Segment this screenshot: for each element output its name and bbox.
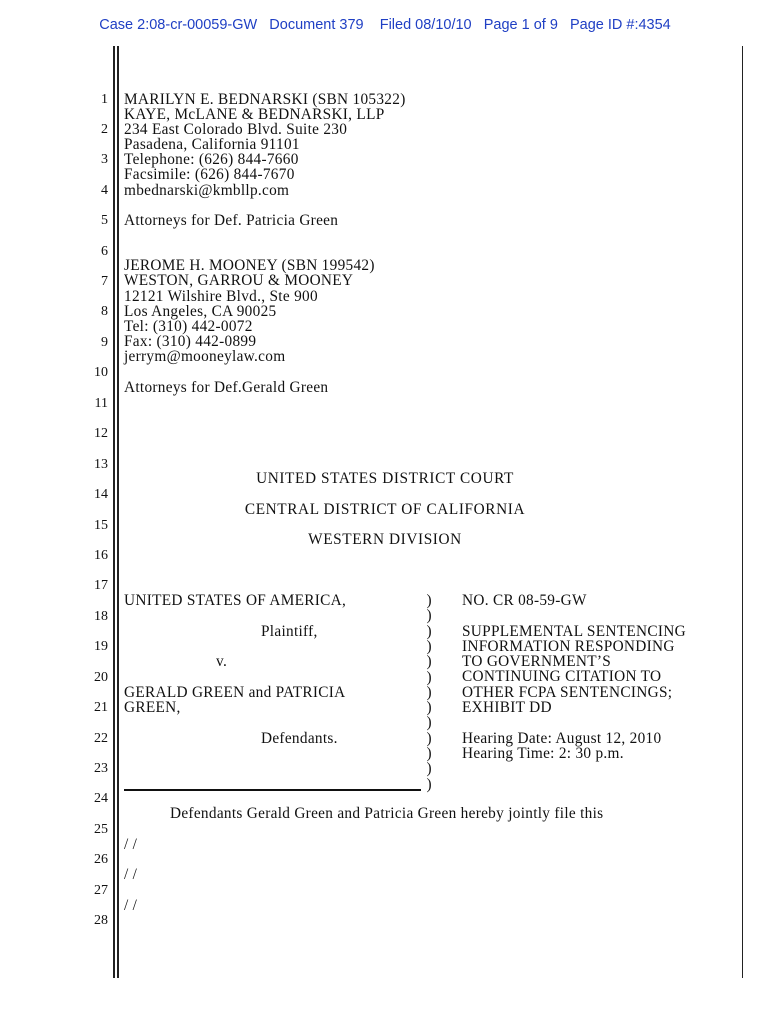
line-number: 26 bbox=[94, 852, 108, 867]
street-address: 12121 Wilshire Blvd., Ste 900 bbox=[124, 288, 318, 305]
doc-title-line1: SUPPLEMENTAL SENTENCING bbox=[462, 623, 686, 640]
line-number: 23 bbox=[94, 761, 108, 776]
line-number: 10 bbox=[94, 365, 108, 380]
facsimile: Fax: (310) 442-0899 bbox=[124, 333, 257, 350]
line-number: 2 bbox=[101, 122, 108, 137]
telephone: Telephone: (626) 844-7660 bbox=[124, 151, 299, 168]
caption-paren: ) bbox=[426, 714, 432, 732]
defendants-name-line2: GREEN, bbox=[124, 699, 181, 716]
attorney-name: JEROME H. MOONEY (SBN 199542) bbox=[124, 257, 375, 274]
ecf-header: Case 2:08-cr-00059-GW Document 379 Filed 08/10/10 Page 1 of 9 Page ID #:4354 bbox=[99, 17, 671, 33]
facsimile: Facsimile: (626) 844-7670 bbox=[124, 166, 295, 183]
city-address: Pasadena, California 91101 bbox=[124, 136, 300, 153]
line-number: 6 bbox=[101, 244, 108, 259]
email: jerrym@mooneylaw.com bbox=[124, 348, 286, 365]
caption-paren: ) bbox=[426, 622, 432, 640]
line-number: 21 bbox=[94, 700, 108, 715]
caption-paren: ) bbox=[426, 592, 432, 609]
line-number: 5 bbox=[101, 213, 108, 228]
line-number: 22 bbox=[94, 731, 108, 746]
line-number: 28 bbox=[94, 913, 108, 928]
caption-paren: ) bbox=[426, 653, 432, 671]
caption-paren: ) bbox=[426, 607, 432, 625]
hearing-date: Hearing Date: August 12, 2010 bbox=[462, 730, 662, 747]
firm-name: WESTON, GARROU & MOONEY bbox=[124, 272, 354, 289]
caption-paren: ) bbox=[426, 745, 432, 762]
doc-title-line3: TO GOVERNMENT’S bbox=[462, 653, 612, 670]
attorney-role: Attorneys for Def.Gerald Green bbox=[124, 379, 329, 396]
line-number: 3 bbox=[101, 152, 108, 167]
caption-paren: ) bbox=[426, 699, 432, 717]
court-division: WESTERN DIVISION bbox=[308, 531, 462, 548]
line-number: 11 bbox=[94, 396, 108, 411]
caption-rule bbox=[124, 789, 421, 791]
line-number: 25 bbox=[94, 822, 108, 837]
attorney-role: Attorneys for Def. Patricia Green bbox=[124, 212, 339, 229]
caption-paren: ) bbox=[426, 729, 432, 747]
line-number: 15 bbox=[94, 518, 108, 533]
caption-paren: ) bbox=[426, 775, 432, 793]
case-number: NO. CR 08-59-GW bbox=[462, 592, 587, 609]
doc-title-line6: EXHIBIT DD bbox=[462, 699, 552, 716]
line-number: 16 bbox=[94, 548, 108, 563]
line-number: 9 bbox=[101, 335, 108, 350]
caption-paren: ) bbox=[426, 760, 432, 778]
line-number: 18 bbox=[94, 609, 108, 624]
line-number: 24 bbox=[94, 791, 108, 806]
defendants-name-line1: GERALD GREEN and PATRICIA bbox=[124, 684, 346, 701]
plaintiff-name: UNITED STATES OF AMERICA, bbox=[124, 592, 347, 609]
plaintiff-role: Plaintiff, bbox=[261, 623, 318, 640]
firm-name: KAYE, McLANE & BEDNARSKI, LLP bbox=[124, 106, 385, 123]
slash-line-1: / / bbox=[124, 836, 138, 853]
line-number: 8 bbox=[101, 304, 108, 319]
hearing-time: Hearing Time: 2: 30 p.m. bbox=[462, 745, 624, 762]
line-number: 1 bbox=[101, 92, 108, 107]
street-address: 234 East Colorado Blvd. Suite 230 bbox=[124, 121, 348, 138]
line-number: 14 bbox=[94, 487, 108, 502]
caption-paren: ) bbox=[426, 683, 432, 701]
doc-title-line4: CONTINUING CITATION TO bbox=[462, 668, 662, 685]
slash-line-2: / / bbox=[124, 866, 138, 883]
telephone: Tel: (310) 442-0072 bbox=[124, 318, 253, 335]
doc-title-line2: INFORMATION RESPONDING bbox=[462, 638, 675, 655]
versus: v. bbox=[216, 653, 228, 670]
court-name: UNITED STATES DISTRICT COURT bbox=[256, 470, 514, 487]
caption-paren: ) bbox=[426, 668, 432, 686]
court-district: CENTRAL DISTRICT OF CALIFORNIA bbox=[244, 501, 526, 518]
intro-paragraph: Defendants Gerald Green and Patricia Green hereby jointly file this bbox=[170, 805, 604, 822]
city-address: Los Angeles, CA 90025 bbox=[124, 303, 277, 320]
line-number: 20 bbox=[94, 670, 108, 685]
line-number: 12 bbox=[94, 426, 108, 441]
line-number: 27 bbox=[94, 883, 108, 898]
line-number: 13 bbox=[94, 457, 108, 472]
doc-title-line5: OTHER FCPA SENTENCINGS; bbox=[462, 684, 673, 701]
caption-paren: ) bbox=[426, 637, 432, 655]
line-number: 4 bbox=[101, 183, 108, 198]
defendants-role: Defendants. bbox=[261, 730, 338, 747]
slash-line-3: / / bbox=[124, 897, 138, 914]
line-number: 17 bbox=[94, 578, 108, 593]
line-number: 19 bbox=[94, 639, 108, 654]
email: mbednarski@kmbllp.com bbox=[124, 182, 290, 199]
line-number: 7 bbox=[101, 274, 108, 289]
attorney-name: MARILYN E. BEDNARSKI (SBN 105322) bbox=[124, 91, 406, 108]
